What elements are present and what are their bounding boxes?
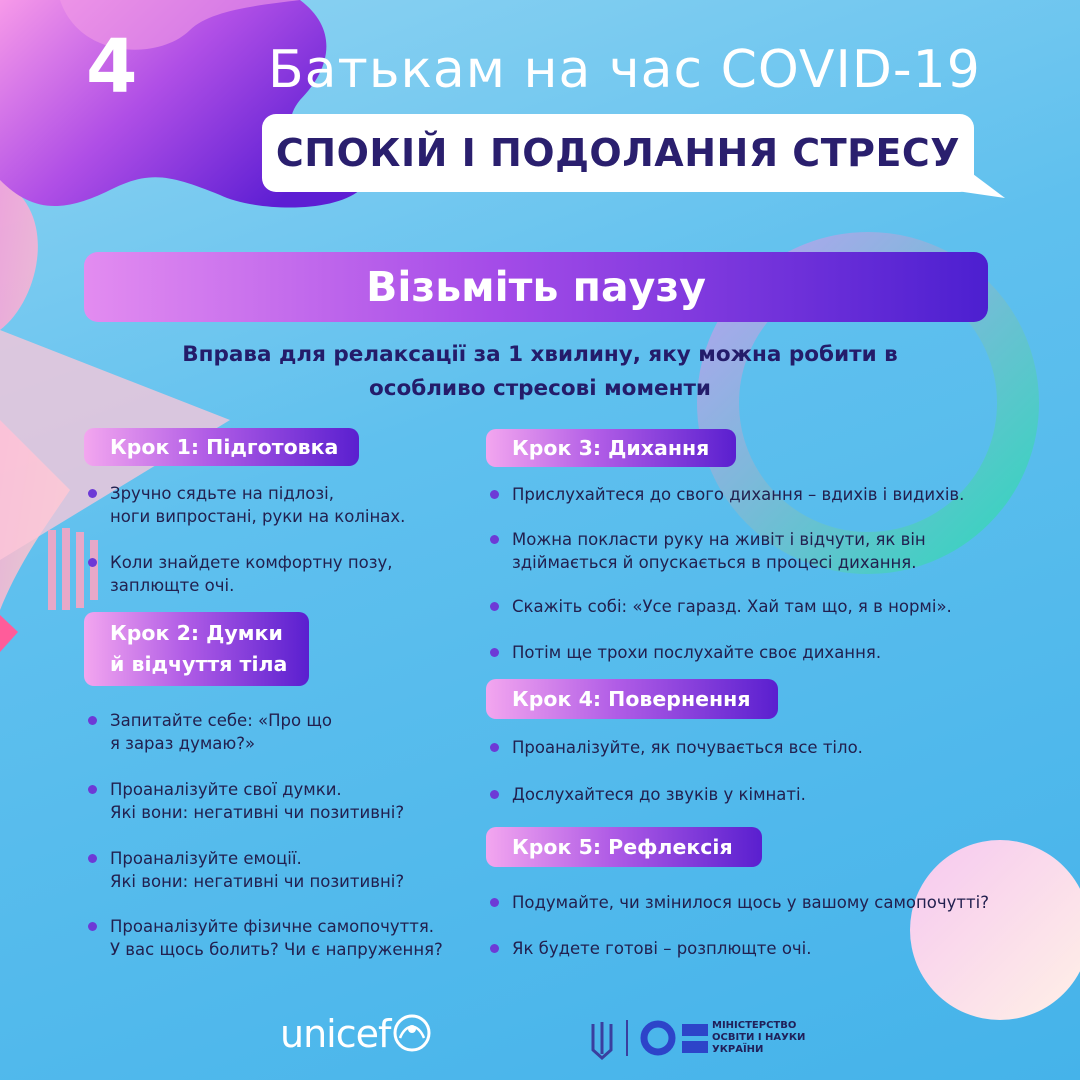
step-3-item-3: Скажіть собі: «Усе гаразд. Хай там що, я в нормі».	[512, 597, 952, 616]
step-1-item-2: Коли знайдете комфортну позу, заплющте очі.	[110, 553, 393, 595]
step-5-item-2: Як будете готові – розплющте очі.	[512, 939, 812, 958]
step-3-item-1: Прислухайтеся до свого дихання – вдихів і видихів.	[512, 485, 965, 504]
ministry-line-3: УКРАЇНИ	[712, 1044, 764, 1055]
step-2-item-2: Проаналізуйте свої думки. Які вони: негативні чи позитивні?	[110, 780, 405, 822]
step-3-title: Крок 3: Дихання	[486, 429, 736, 467]
step-2-title: Крок 2: Думки й відчуття тіла	[84, 612, 309, 686]
unicef-emblem	[395, 1016, 429, 1050]
step-2-item-3: Проаналізуйте емоції. Які вони: негативні чи позитивні?	[110, 849, 405, 891]
pink-diamond-shape	[0, 615, 18, 652]
page-subtitle: СПОКІЙ І ПОДОЛАННЯ СТРЕСУ	[275, 131, 961, 175]
step-5-item-1: Подумайте, чи змінилося щось у вашому самопочутті?	[512, 893, 989, 912]
step-3-item-4: Потім ще трохи послухайте своє дихання.	[512, 643, 882, 662]
step-1-item-1: Зручно сядьте на підлозі, ноги випростані, руки на колінах.	[110, 484, 406, 526]
striped-shape	[48, 528, 98, 610]
step-4-item-2: Дослухайтеся до звуків у кімнаті.	[512, 785, 806, 804]
pause-banner	[84, 252, 988, 322]
ministry-line-1: МІНІСТЕРСТВО	[712, 1020, 797, 1031]
issue-number: 4	[86, 24, 138, 110]
step-1-title: Крок 1: Підготовка	[84, 428, 359, 466]
ministry-divider	[626, 1020, 628, 1056]
step-4-item-1: Проаналізуйте, як почувається все тіло.	[512, 738, 863, 757]
step-3-item-2: Можна покласти руку на живіт і відчути, як він здіймається й опускається в процесі дихання.	[512, 530, 926, 572]
step-2-item-4: Проаналізуйте фізичне самопочуття. У вас щось болить? Чи є напруження?	[110, 917, 443, 959]
intro-text: Вправа для релаксації за 1 хвилину, яку можна робити в особливо стресові моменти	[182, 342, 898, 401]
ministry-line-2: ОСВІТИ І НАУКИ	[712, 1032, 806, 1043]
unicef-logo-text: unicef	[280, 1012, 391, 1056]
step-5-title: Крок 5: Рефлексія	[486, 827, 762, 867]
page-title: Батькам на час COVID-19	[268, 40, 981, 100]
peach-circle-shape	[910, 840, 1080, 1020]
subtitle-box	[262, 114, 974, 192]
step-2-item-1: Запитайте себе: «Про що я зараз думаю?»	[110, 711, 332, 753]
ministry-logo-text	[712, 1020, 822, 1056]
ministry-logo-icon	[644, 1024, 708, 1053]
step-4-title: Крок 4: Повернення	[486, 679, 778, 719]
ukraine-trident-icon	[593, 1022, 611, 1058]
pause-banner-title: Візьміть паузу	[366, 263, 706, 311]
